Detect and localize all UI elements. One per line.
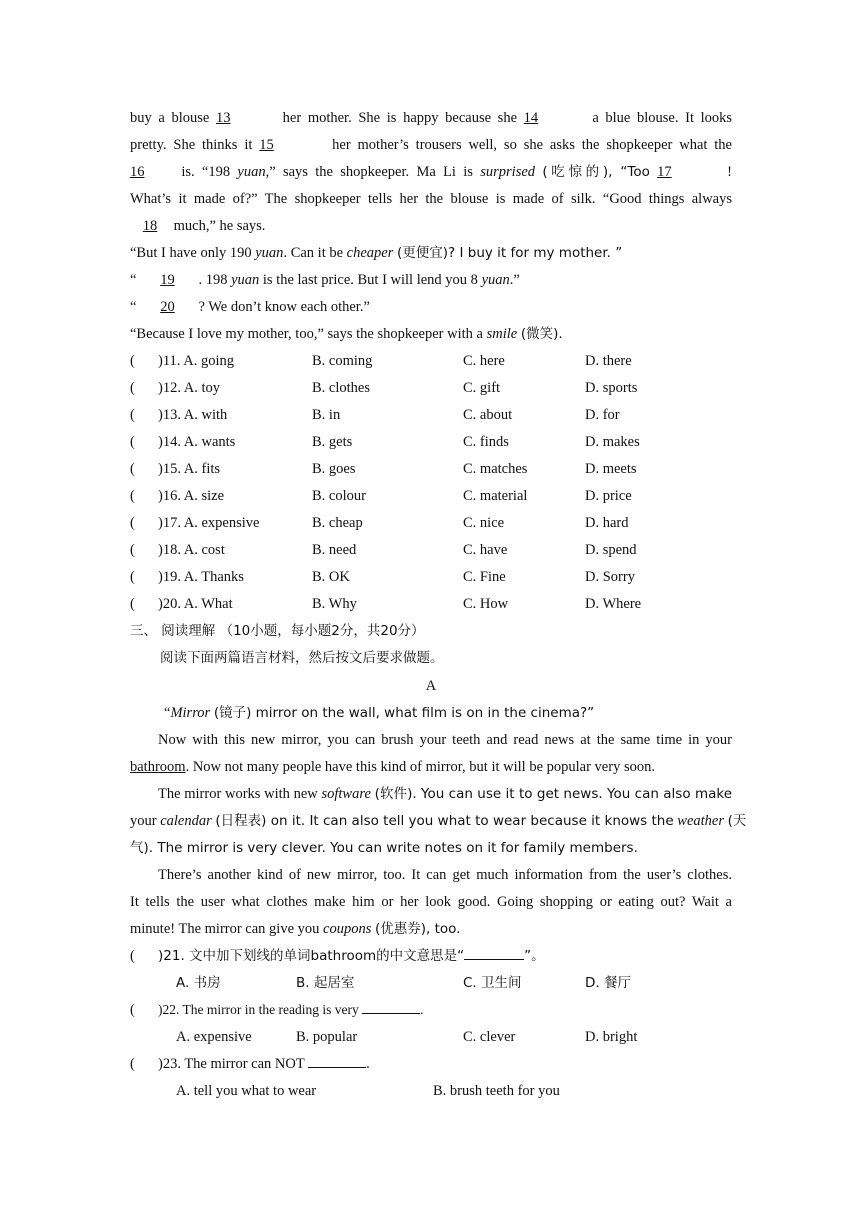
question-11-option-b[interactable]: B. coming bbox=[312, 353, 373, 369]
question-14-option-b[interactable]: B. gets bbox=[312, 434, 353, 450]
question-21-option-d[interactable]: D. 餐厅 bbox=[585, 975, 631, 991]
question-11-option-a[interactable]: )11. A. going bbox=[158, 353, 234, 369]
question-14-option-d[interactable]: D. makes bbox=[585, 434, 640, 450]
passage-a-p2-line1: Now with this new mirror, you can brush your teeth and read news at the same time in your bbox=[158, 732, 732, 748]
question-17-option-a[interactable]: )17. A. expensive bbox=[158, 515, 260, 531]
question-15-option-b[interactable]: B. goes bbox=[312, 461, 356, 477]
question-15-option-d[interactable]: D. meets bbox=[585, 461, 637, 477]
answer-blank bbox=[308, 1054, 366, 1068]
passage-a-p4-line2: It tells the user what clothes make him or her look good. Going shopping or eating out? Wait a bbox=[130, 894, 732, 910]
question-21-option-a[interactable]: A. 书房 bbox=[176, 975, 221, 991]
question-22-stem: )22. The mirror in the reading is very . bbox=[158, 1002, 424, 1017]
question-15-option-c[interactable]: C. matches bbox=[463, 461, 528, 477]
question-12-option-c[interactable]: C. gift bbox=[463, 380, 501, 396]
passage-a-p4-line3: minute! The mirror can give you coupons (优惠券), too. bbox=[130, 921, 461, 937]
passage-a-p3-line2: your calendar (日程表) on it. It can also tell you what to wear because it knows the weather (天 bbox=[130, 813, 747, 829]
question-20-option-a[interactable]: )20. A. What bbox=[158, 596, 233, 612]
cloze-line-4: What’s it made of?” The shopkeeper tells her the blouse is made of silk. “Good things always bbox=[130, 191, 732, 207]
question-16-option-a[interactable]: )16. A. size bbox=[158, 488, 225, 504]
blank-14: 14 bbox=[523, 110, 539, 126]
question-13-option-d[interactable]: D. for bbox=[585, 407, 620, 423]
question-15-option-a[interactable]: )15. A. fits bbox=[158, 461, 221, 477]
question-18-option-a[interactable]: )18. A. cost bbox=[158, 542, 225, 558]
passage-a-p2-line2: bathroom. Now not many people have this kind of mirror, but it will be popular very soon. bbox=[130, 759, 655, 775]
question-16-option-d[interactable]: D. price bbox=[585, 488, 632, 504]
passage-label: A bbox=[425, 678, 437, 694]
blank-16: 16 bbox=[130, 164, 145, 180]
underlined-word-bathroom: bathroom bbox=[130, 759, 186, 775]
question-13-option-c[interactable]: C. about bbox=[463, 407, 513, 423]
question-21-stem: )21. 文中加下划线的单词bathroom的中文意思是“ ”。 bbox=[158, 948, 545, 964]
cloze-line-5: 18 much,” he says. bbox=[130, 216, 732, 236]
question-22-option-d[interactable]: D. bright bbox=[585, 1029, 638, 1045]
question-12-option-d[interactable]: D. sports bbox=[585, 380, 638, 396]
question-14-option-a[interactable]: )14. A. wants bbox=[158, 434, 236, 450]
question-19-option-d[interactable]: D. Sorry bbox=[585, 569, 635, 585]
blank-18: 18 bbox=[142, 218, 158, 234]
question-14-option-c[interactable]: C. finds bbox=[463, 434, 509, 450]
question-16-option-c[interactable]: C. material bbox=[463, 488, 528, 504]
question-20-option-d[interactable]: D. Where bbox=[585, 596, 642, 612]
question-21-option-c[interactable]: C. 卫生间 bbox=[463, 975, 522, 991]
question-17-option-c[interactable]: C. nice bbox=[463, 515, 505, 531]
question-11-option-d[interactable]: D. there bbox=[585, 353, 632, 369]
question-20-option-b[interactable]: B. Why bbox=[312, 596, 357, 612]
question-17-option-b[interactable]: B. cheap bbox=[312, 515, 363, 531]
question-13-option-b[interactable]: B. in bbox=[312, 407, 341, 423]
cloze-line-9: “Because I love my mother, too,” says the shopkeeper with a smile (微笑). bbox=[130, 326, 563, 342]
passage-a-p3-line1: The mirror works with new software (软件). You can use it to get news. You can also make bbox=[158, 786, 733, 802]
question-19-option-a[interactable]: )19. A. Thanks bbox=[158, 569, 244, 585]
question-21-option-b[interactable]: B. 起居室 bbox=[296, 975, 355, 991]
question-12-option-b[interactable]: B. clothes bbox=[312, 380, 370, 396]
cloze-line-1: buy a blouse 13 her mother. She is happy because she 14 a blue blouse. It looks bbox=[130, 110, 733, 126]
passage-a-p4-line1: There’s another kind of new mirror, too. It can get much information from the user’s clothes. bbox=[158, 867, 732, 883]
question-19-option-c[interactable]: C. Fine bbox=[463, 569, 506, 585]
question-12-option-a[interactable]: )12. A. toy bbox=[158, 380, 221, 396]
passage-a-p3-line3: 气). The mirror is very clever. You can write notes on it for family members. bbox=[130, 840, 638, 856]
question-20-option-c[interactable]: C. How bbox=[463, 596, 509, 612]
blank-19: 19 bbox=[160, 272, 175, 288]
question-18-option-c[interactable]: C. have bbox=[463, 542, 508, 558]
question-16-option-b[interactable]: B. colour bbox=[312, 488, 366, 504]
cloze-line-3: 16 is. “198 yuan,” says the shopkeeper. Ma Li is surprised (吃惊的), “Too 17 ! bbox=[130, 164, 733, 180]
question-22-option-b[interactable]: B. popular bbox=[296, 1029, 358, 1045]
blank-15: 15 bbox=[259, 137, 274, 153]
question-17-option-d[interactable]: D. hard bbox=[585, 515, 629, 531]
question-23-stem: )23. The mirror can NOT . bbox=[158, 1056, 370, 1072]
question-18-option-d[interactable]: D. spend bbox=[585, 542, 637, 558]
section-3-heading: 三、 阅读理解 （10小题，每小题2分，共20分） bbox=[130, 623, 425, 639]
question-13-option-a[interactable]: )13. A. with bbox=[158, 407, 228, 423]
question-19-option-b[interactable]: B. OK bbox=[312, 569, 350, 585]
question-23-option-a[interactable]: A. tell you what to wear bbox=[176, 1083, 317, 1099]
question-18-option-b[interactable]: B. need bbox=[312, 542, 357, 558]
blank-13: 13 bbox=[216, 110, 231, 126]
cloze-line-6: “But I have only 190 yuan. Can it be cheaper (更便宜)? I buy it for my mother. ” bbox=[130, 245, 623, 261]
passage-a-p1: “Mirror (镜子) mirror on the wall, what film is on in the cinema?” bbox=[164, 705, 595, 721]
blank-20: 20 bbox=[160, 299, 175, 315]
question-11-option-c[interactable]: C. here bbox=[463, 353, 505, 369]
answer-blank bbox=[464, 946, 524, 960]
question-23-option-b[interactable]: B. brush teeth for you bbox=[433, 1083, 560, 1099]
answer-blank bbox=[362, 1000, 420, 1014]
section-3-instruction: 阅读下面两篇语言材料，然后按文后要求做题。 bbox=[160, 650, 444, 666]
cloze-line-8: “ 20 ? We don’t know each other.” bbox=[130, 299, 370, 315]
cloze-line-7: “ 19 . 198 yuan is the last price. But I will lend you 8 yuan.” bbox=[130, 272, 520, 288]
question-22-option-c[interactable]: C. clever bbox=[463, 1029, 516, 1045]
blank-17: 17 bbox=[657, 164, 672, 180]
question-22-option-a[interactable]: A. expensive bbox=[176, 1029, 252, 1045]
cloze-line-2: pretty. She thinks it 15 her mother’s trousers well, so she asks the shopkeeper what the bbox=[130, 137, 732, 153]
